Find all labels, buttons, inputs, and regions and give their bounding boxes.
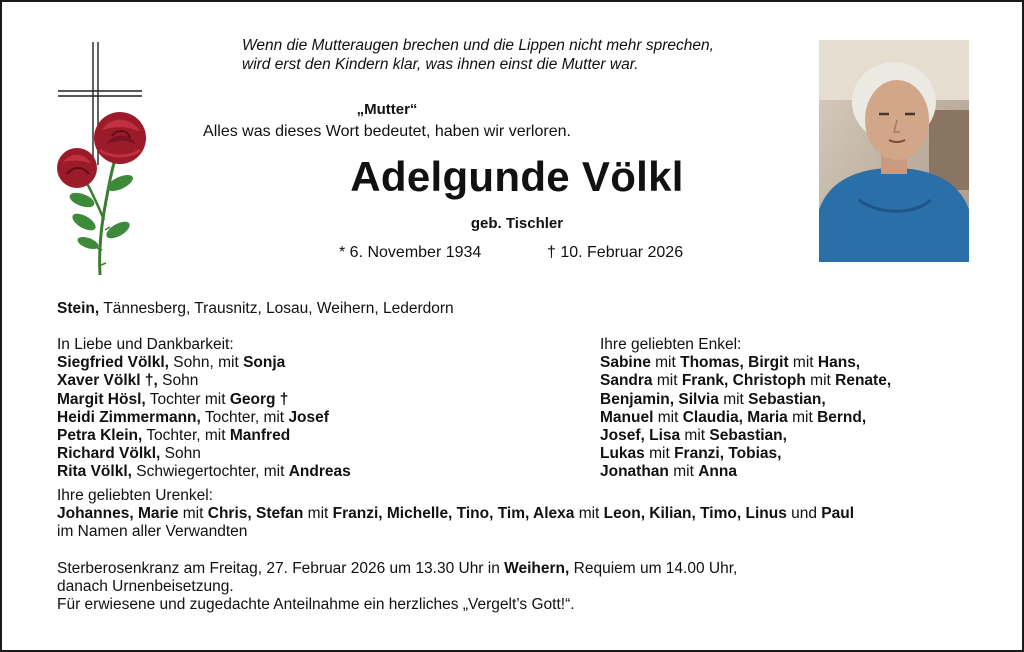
service-line-2: danach Urnenbeisetzung. — [57, 578, 234, 596]
name-text: Xaver Völkl †, — [57, 372, 158, 390]
name-text: Paul — [821, 505, 855, 523]
relation-text: mit — [574, 505, 604, 523]
name-text: Bernd, — [817, 408, 867, 426]
quote-line-1: Wenn die Mutteraugen brechen und die Lippen nicht mehr sprechen, — [242, 37, 714, 54]
grandchild-row — [600, 354, 891, 372]
name-text: Sabine — [600, 354, 651, 372]
mourner-row — [57, 354, 351, 372]
mourners-heading: In Liebe und Dankbarkeit: — [57, 336, 234, 353]
relation-text: Sohn, mit — [168, 354, 244, 372]
mourners-list — [57, 336, 351, 482]
name-text: Siegfried Völkl, — [57, 354, 169, 372]
name-text: Sebastian, — [709, 427, 787, 445]
name-text: Franzi, Tobias, — [674, 445, 782, 463]
name-text: Andreas — [288, 463, 351, 481]
service-line-1 — [57, 560, 737, 578]
great-grandchildren-line — [57, 505, 854, 523]
relation-text: mit — [805, 372, 836, 390]
deceased-name: Adelgunde Völkl — [350, 153, 684, 200]
mutter-line: Alles was dieses Wort bedeutet, haben wir verloren. — [203, 123, 571, 140]
relation-text: und — [786, 505, 822, 523]
grandchild-row — [600, 391, 891, 409]
mourners-lines — [57, 354, 351, 481]
death-date: † 10. Februar 2026 — [547, 244, 684, 261]
name-text: Manfred — [229, 427, 291, 445]
maiden-name: geb. Tischler — [470, 215, 564, 232]
name-text: Chris, Stefan — [207, 505, 304, 523]
relation-text: mit — [178, 505, 208, 523]
relation-text: Sohn — [160, 445, 201, 463]
grandchildren-lines — [600, 354, 891, 481]
name-text: Richard Völkl, — [57, 445, 161, 463]
relation-text: mit — [718, 390, 749, 408]
relation-text: Sterberosenkranz am Freitag, 27. Februar 2026 um 13.30 Uhr in — [57, 560, 505, 577]
name-text: Josef, Lisa — [600, 427, 681, 445]
grandchildren-list — [600, 336, 891, 482]
mutter-title: „Mutter“ — [356, 101, 418, 118]
relation-text: mit — [788, 354, 818, 372]
grandchild-row — [600, 372, 891, 390]
quote-line-2: wird erst den Kindern klar, was ihnen einst die Mutter war. — [242, 56, 639, 73]
name-text: Franzi, Michelle, Tino, Tim, Alexa — [332, 505, 575, 523]
relation-text: mit — [680, 427, 710, 445]
relation-text: mit — [644, 445, 675, 463]
relation-text: Schwiegertochter, mit — [131, 463, 289, 481]
portrait-photo — [819, 40, 969, 262]
name-text: Manuel — [600, 408, 654, 426]
name-text: Anna — [698, 463, 737, 481]
name-text: Sonja — [243, 354, 286, 372]
poem-quote — [242, 36, 714, 74]
relation-text: mit — [303, 505, 333, 523]
relation-text: mit — [653, 408, 683, 426]
name-text: Frank, Christoph — [681, 372, 806, 390]
places-line — [57, 300, 454, 318]
grandchild-row — [600, 445, 891, 463]
mourner-row — [57, 445, 351, 463]
mourner-row — [57, 409, 351, 427]
name-text: Lukas — [600, 445, 645, 463]
name-text: Renate, — [835, 372, 892, 390]
relation-text: Tochter, mit — [200, 408, 289, 426]
main-place: Stein, — [57, 300, 100, 317]
name-text: Petra Klein, — [57, 427, 143, 445]
relation-text: Tochter mit — [145, 390, 230, 408]
relation-text: Requiem um 14.00 Uhr, — [569, 560, 738, 577]
service-info — [57, 560, 737, 615]
name-text: Claudia, Maria — [682, 408, 788, 426]
great-grandchildren-heading: Ihre geliebten Urenkel: — [57, 487, 213, 504]
name-text: Josef — [288, 408, 329, 426]
mourner-row — [57, 463, 351, 481]
grandchild-row — [600, 409, 891, 427]
relation-text: mit — [650, 354, 681, 372]
name-text: Heidi Zimmermann, — [57, 408, 201, 426]
name-text: Sebastian, — [748, 390, 826, 408]
relation-text: mit — [652, 372, 682, 390]
name-text: Weihern, — [504, 560, 570, 577]
name-text: Johannes, Marie — [57, 505, 179, 523]
grandchild-row — [600, 463, 891, 481]
name-text: Margit Hösl, — [57, 390, 146, 408]
mourner-row — [57, 427, 351, 445]
relation-text: Sohn — [157, 372, 199, 390]
mourner-row — [57, 391, 351, 409]
great-grandchildren-section — [57, 487, 854, 542]
grandchild-row — [600, 427, 891, 445]
name-text: Hans, — [817, 354, 861, 372]
name-text: Leon, Kilian, Timo, Linus — [603, 505, 787, 523]
relation-text: mit — [668, 463, 699, 481]
name-text: Jonathan — [600, 463, 669, 481]
birth-date: * 6. November 1934 — [339, 244, 482, 261]
mourner-row — [57, 372, 351, 390]
grandchildren-heading: Ihre geliebten Enkel: — [600, 336, 742, 353]
name-text: Sandra — [600, 372, 653, 390]
service-line-3: Für erwiesene und zugedachte Anteilnahme ein herzliches „Vergelt’s Gott!“. — [57, 596, 575, 614]
relation-text: Tochter, mit — [142, 427, 230, 445]
other-places: Tännesberg, Trausnitz, Losau, Weihern, Lederdorn — [99, 300, 454, 317]
name-text: Thomas, Birgit — [680, 354, 789, 372]
name-text: Benjamin, Silvia — [600, 390, 719, 408]
relatives-line: im Namen aller Verwandten — [57, 523, 248, 541]
relation-text: mit — [787, 408, 818, 426]
name-text: Rita Völkl, — [57, 463, 132, 481]
name-text: Georg † — [229, 390, 289, 408]
